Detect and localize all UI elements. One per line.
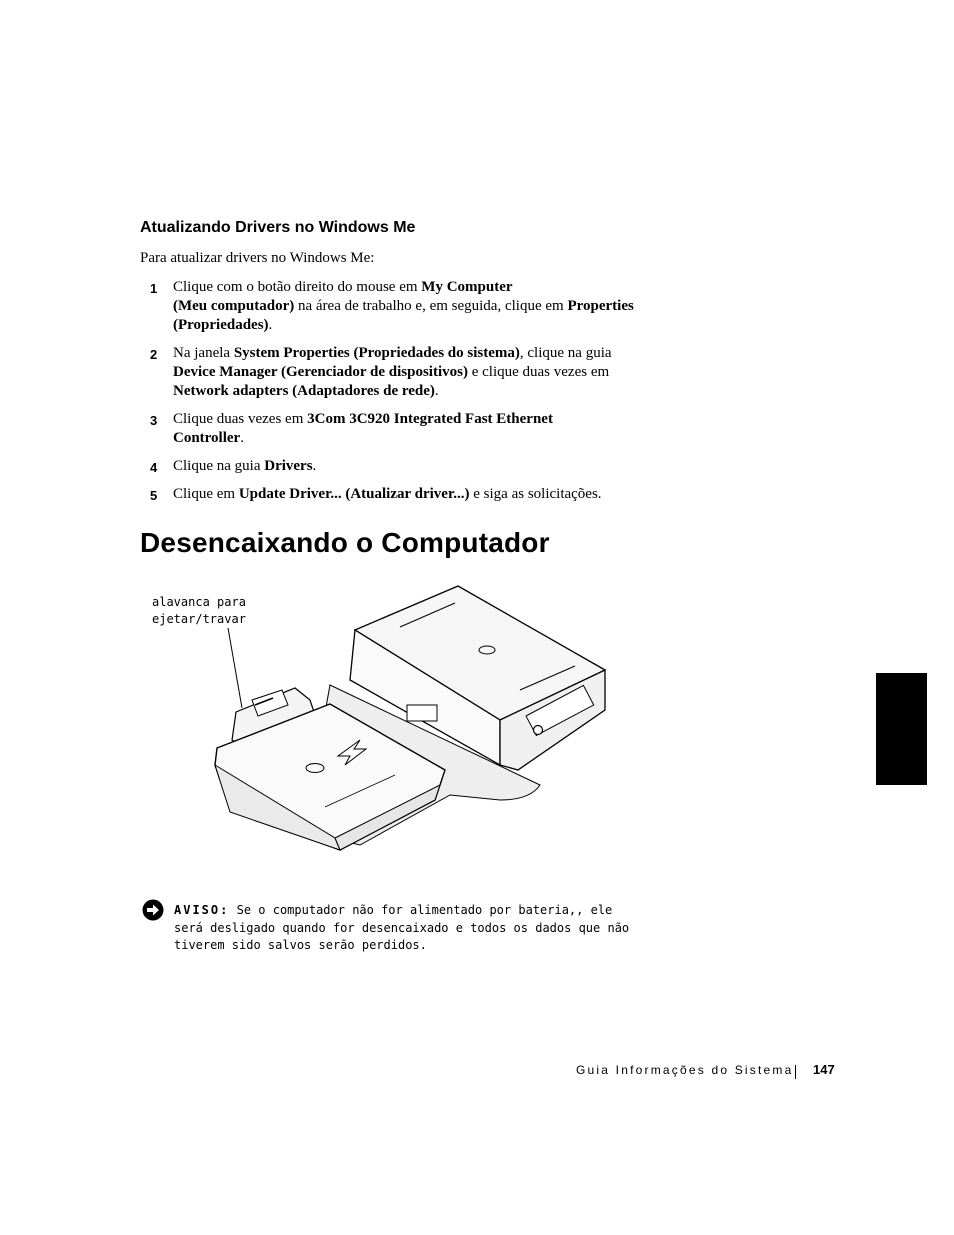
- step-bold: Properties (Propriedades): [173, 298, 634, 333]
- step-bold: Update Driver... (Atualizar driver...): [238, 486, 470, 502]
- list-item: [140, 410, 593, 448]
- step-bold: 3Com 3C920 Integrated Fast Ethernet Controller: [173, 411, 553, 446]
- docking-station-illustration: [200, 580, 620, 870]
- step-text: Clique com o botão direito do mouse em: [173, 279, 422, 295]
- step-bold: My Computer: [421, 279, 513, 295]
- step-text: Clique em: [173, 486, 239, 502]
- list-item: [140, 278, 640, 335]
- page-number: 147: [813, 1062, 835, 1077]
- chapter-tab: [876, 673, 927, 785]
- footer-separator: [795, 1065, 796, 1079]
- step-text: .: [312, 458, 317, 474]
- list-item: [140, 457, 640, 476]
- intro-text: Para atualizar drivers no Windows Me:: [140, 250, 375, 266]
- step-text: e siga as solicitações.: [469, 486, 602, 502]
- step-text: Na janela: [173, 345, 234, 361]
- step-text: .: [434, 383, 439, 399]
- step-number: 5: [150, 488, 158, 503]
- step-text: Clique na guia: [173, 458, 265, 474]
- notice-label: AVISO:: [174, 903, 230, 917]
- step-bold: (Meu computador): [173, 298, 295, 314]
- notice-body: Se o computador não for alimentado por bateria,, ele será desligado quando for desencaixado e todos os dados que não tiverem sido salvos serão perdidos.: [174, 903, 630, 952]
- step-number: 2: [150, 347, 158, 362]
- step-bold: Device Manager (Gerenciador de dispositivos): [173, 364, 468, 380]
- list-item: [140, 485, 640, 504]
- step-number: 3: [150, 413, 158, 428]
- list-item: [140, 344, 640, 401]
- step-bold: Drivers: [264, 458, 313, 474]
- callout-line-2: ejetar/travar: [152, 612, 246, 626]
- step-bold: System Properties (Propriedades do sistema): [233, 345, 520, 361]
- steps-list: [140, 278, 640, 504]
- step-number: 4: [150, 460, 158, 475]
- step-number: 1: [150, 281, 158, 296]
- main-title: Desencaixando o Computador: [140, 527, 550, 558]
- step-text: , clique na guia: [519, 345, 612, 361]
- step-text: e clique duas vezes em: [467, 364, 610, 380]
- section-heading: Atualizando Drivers no Windows Me: [140, 219, 416, 236]
- step-text: .: [268, 317, 273, 333]
- step-text: Clique duas vezes em: [173, 411, 308, 427]
- step-text: na área de trabalho e, em seguida, clique em: [294, 298, 568, 314]
- arrow-right-circle-icon: [142, 899, 164, 921]
- step-text: .: [240, 430, 244, 446]
- step-bold: Network adapters (Adaptadores de rede): [173, 383, 435, 399]
- footer-title: Guia Informações do Sistema: [576, 1063, 794, 1077]
- notice-text: [174, 902, 634, 955]
- callout-line-1: alavanca para: [152, 595, 246, 609]
